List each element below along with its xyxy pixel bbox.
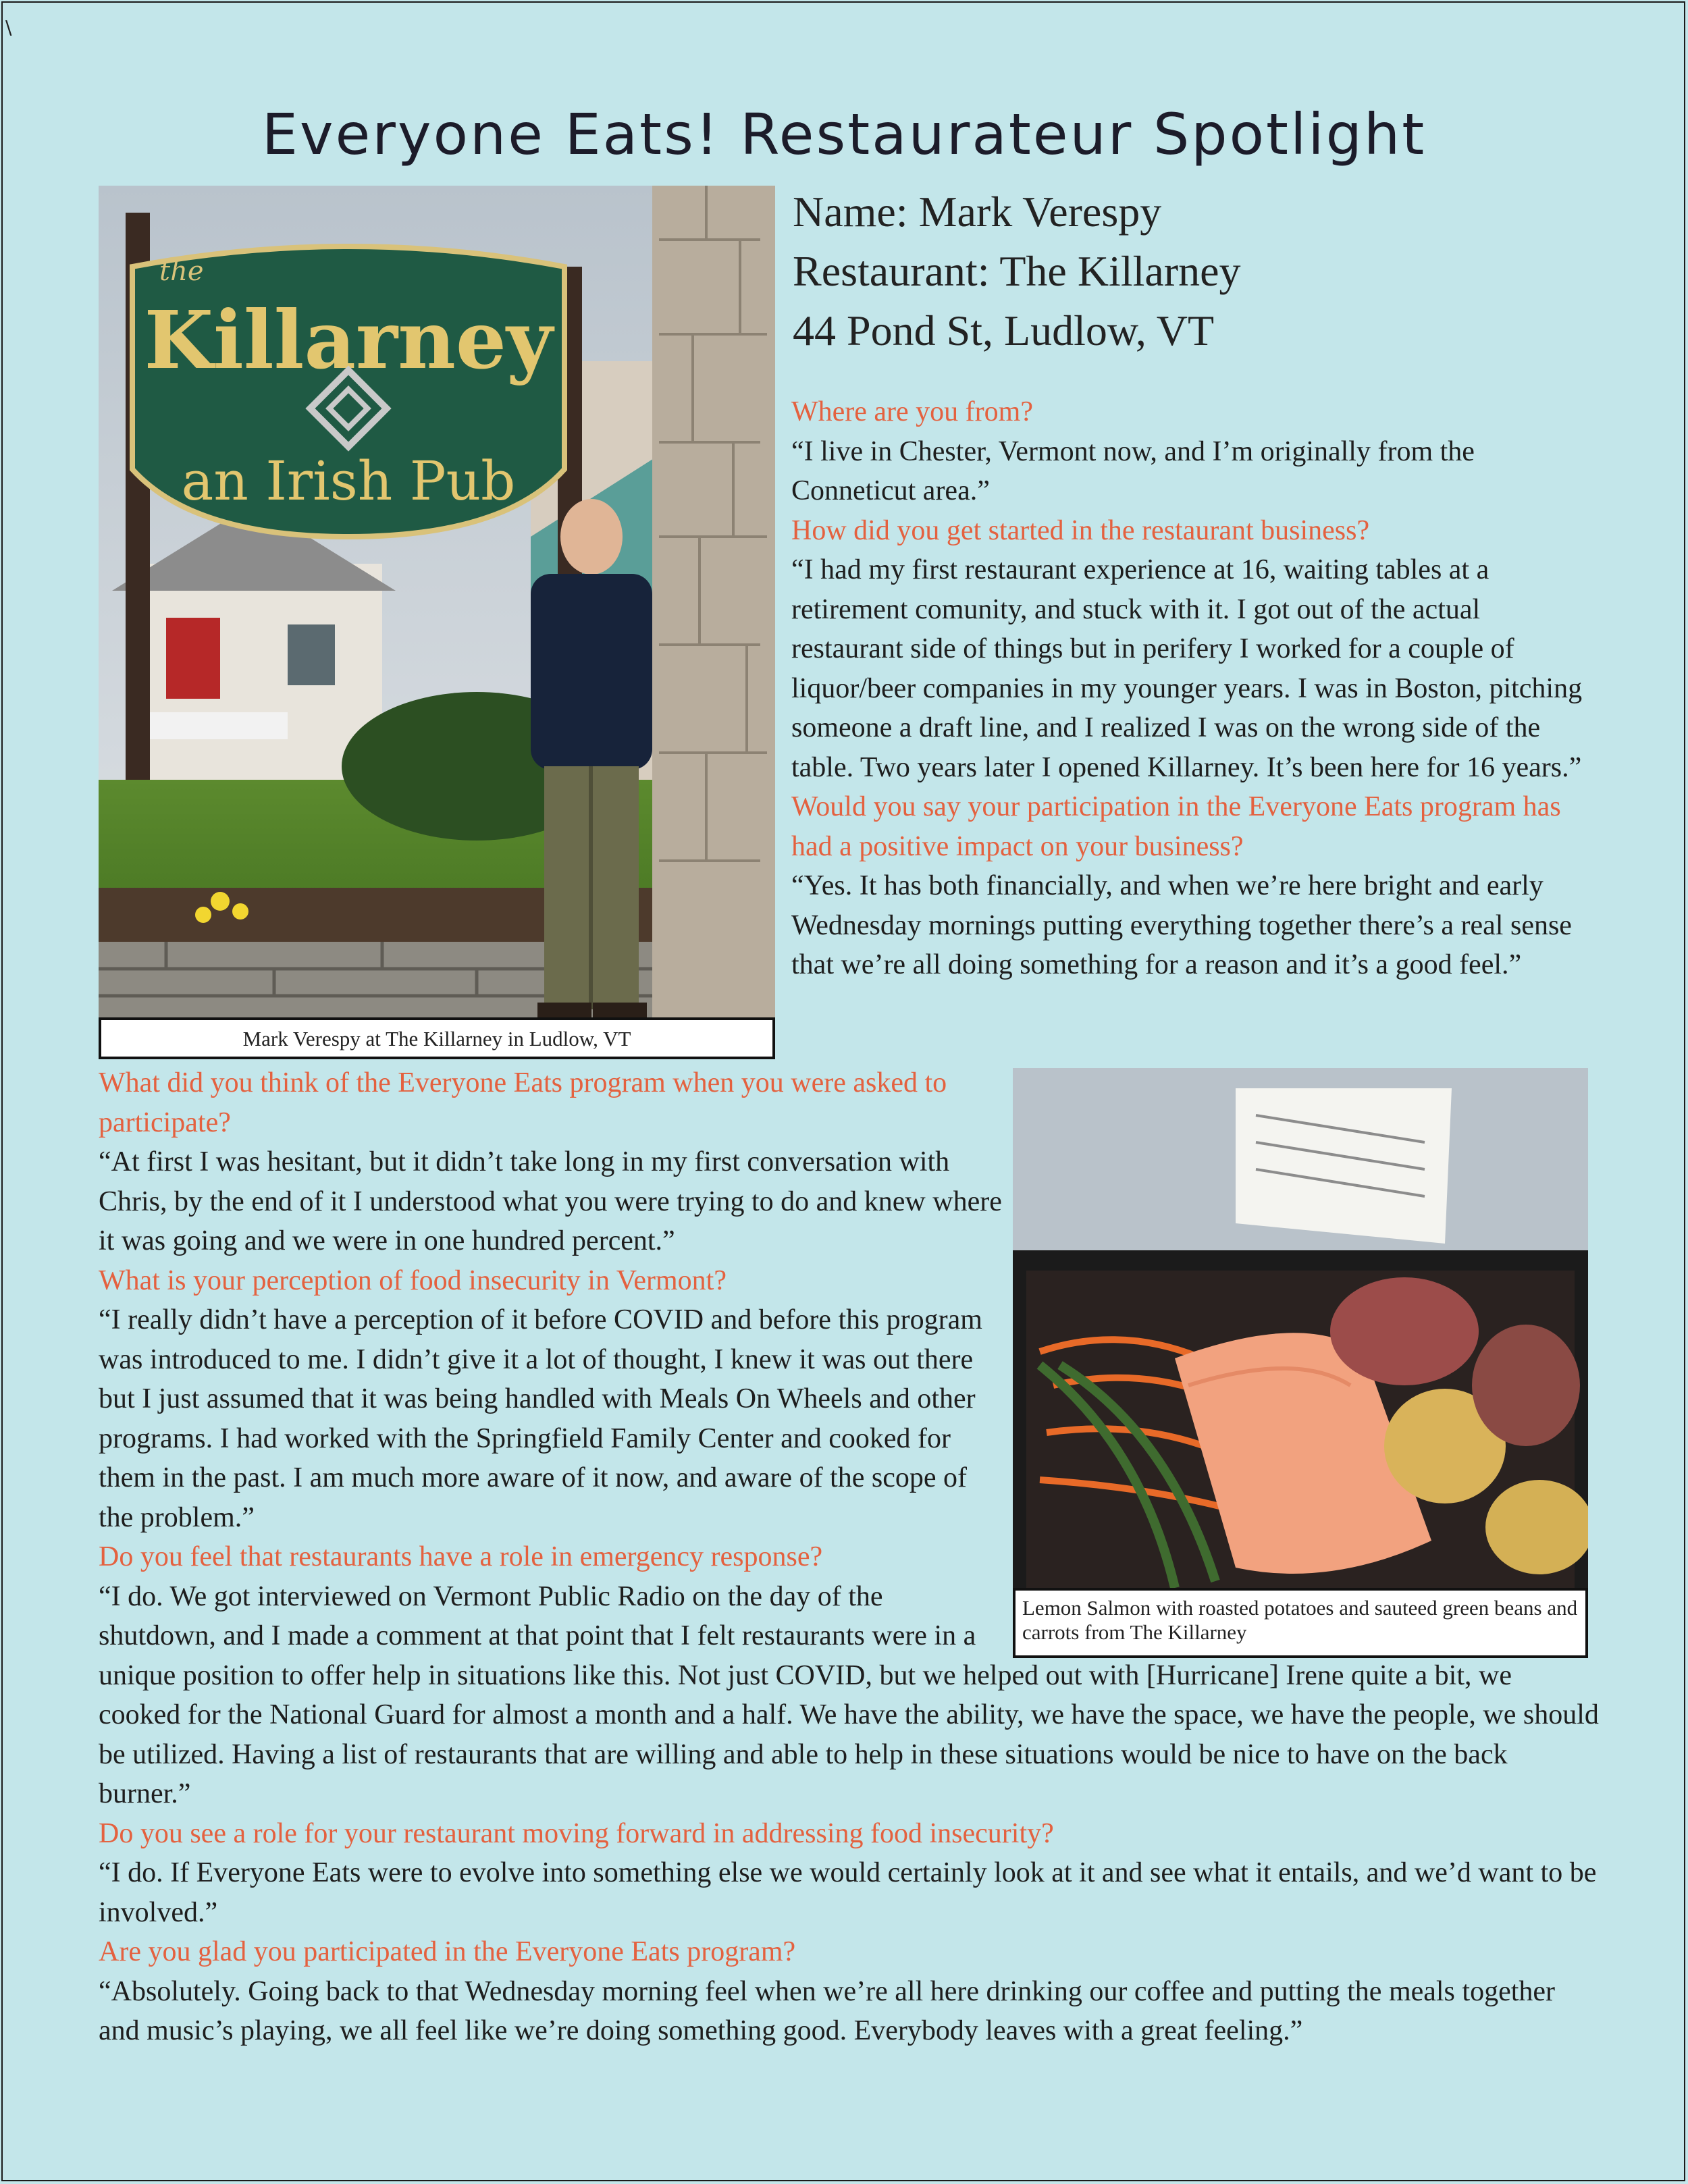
qa-left-column (99, 1063, 1600, 2051)
sign-top-text: the (159, 256, 204, 287)
question: Are you glad you participated in the Everyone Eats program? (99, 1936, 796, 1967)
question: Would you say your participation in the Everyone Eats program has had a positive impact on your business? (791, 791, 1561, 862)
answer: “I had my first restaurant experience at 16, waiting tables at a retirement comunity, and stuck with it. I got out of the actual restaurant side of things but in perifery I worked for a couple of liquor/beer companies in my younger years. I was in Boston, pitching someone a draft line, and I realized I was on the wrong side of the table. Two years later I opened Killarney. It’s been here for 16 years.” (791, 554, 1583, 783)
corner-mark: \ (5, 16, 12, 38)
qa-right-column (791, 392, 1593, 985)
answer: “I really didn’t have a perception of it before COVID and before this program was introduced to me. I didn’t give it a lot of thought, I knew it was out there but I just assumed that it was being handled with Meals On Wheels and other programs. I had worked with the Springfield Family Center and cooked for them in the past. I am much more aware of it now, and aware of the scope of the problem.” (99, 1304, 982, 1533)
killarney-photo-illustration (99, 186, 775, 1017)
sign-name-text: Killarney (144, 293, 553, 387)
photo-salmon-caption: Lemon Salmon with roasted potatoes and sauteed green beans and carrots from The Killarney (1013, 1588, 1588, 1658)
photo-mark-killarney (99, 186, 775, 1017)
question: Do you see a role for your restaurant moving forward in addressing food insecurity? (99, 1817, 1054, 1849)
profile-name: Name: Mark Verespy (793, 188, 1162, 236)
answer: “Absolutely. Going back to that Wednesday morning feel when we’re all here drinking our coffee and putting the meals together and music’s playing, we all feel like we’re doing something good. Everybody leaves with a great feeling.” (99, 1975, 1556, 2046)
answer: “At first I was hesitant, but it didn’t take long in my first conversation with Chris, by the end of it I understood what you were trying to do and knew where it was going and we were in one hundred percent.” (99, 1146, 1002, 1256)
question: Do you feel that restaurants have a role in emergency response? (99, 1541, 823, 1572)
float-spacer (1006, 1063, 1600, 1649)
answer: “I do. If Everyone Eats were to evolve into something else we would certainly look at it and see what it entails, and we’d want to be involved.” (99, 1857, 1597, 1928)
profile-restaurant: Restaurant: The Killarney (793, 247, 1241, 295)
photo-mark-caption: Mark Verespy at The Killarney in Ludlow, VT (99, 1017, 775, 1059)
profile-info (793, 182, 1637, 361)
profile-address: 44 Pond St, Ludlow, VT (793, 307, 1215, 354)
answer: “I do. We got interviewed on Vermont Public Radio on the day of the shutdown, and I made a comment at that point that I felt restaurants were in a unique position to offer help in situations like this. Not just COVID, but we helped out with [Hurricane] Irene quite a bit, we cooked for the National Guard for almost a month and a half. We have the ability, we have the space, we have the people, we should be utilized. Having a list of restaurants that are willing and able to help in these situations would be nice to have on the back burner.” (99, 1580, 1599, 1809)
answer: “Yes. It has both financially, and when we’re here bright and early Wednesday mornings putting everything together there’s a real sense that we’re all doing something for a reason and it’s a good feel.” (791, 870, 1572, 980)
sign-sub-text: an Irish Pub (181, 450, 516, 512)
question: What did you think of the Everyone Eats program when you were asked to participate? (99, 1067, 947, 1138)
question: Where are you from? (791, 396, 1033, 427)
question: How did you get started in the restaurant business? (791, 514, 1370, 546)
page-title: Everyone Eats! Restaurateur Spotlight (261, 101, 1427, 167)
person-figure (531, 499, 652, 1017)
question: What is your perception of food insecurity in Vermont? (99, 1264, 727, 1296)
answer: “I live in Chester, Vermont now, and I’m originally from the Conneticut area.” (791, 435, 1475, 506)
